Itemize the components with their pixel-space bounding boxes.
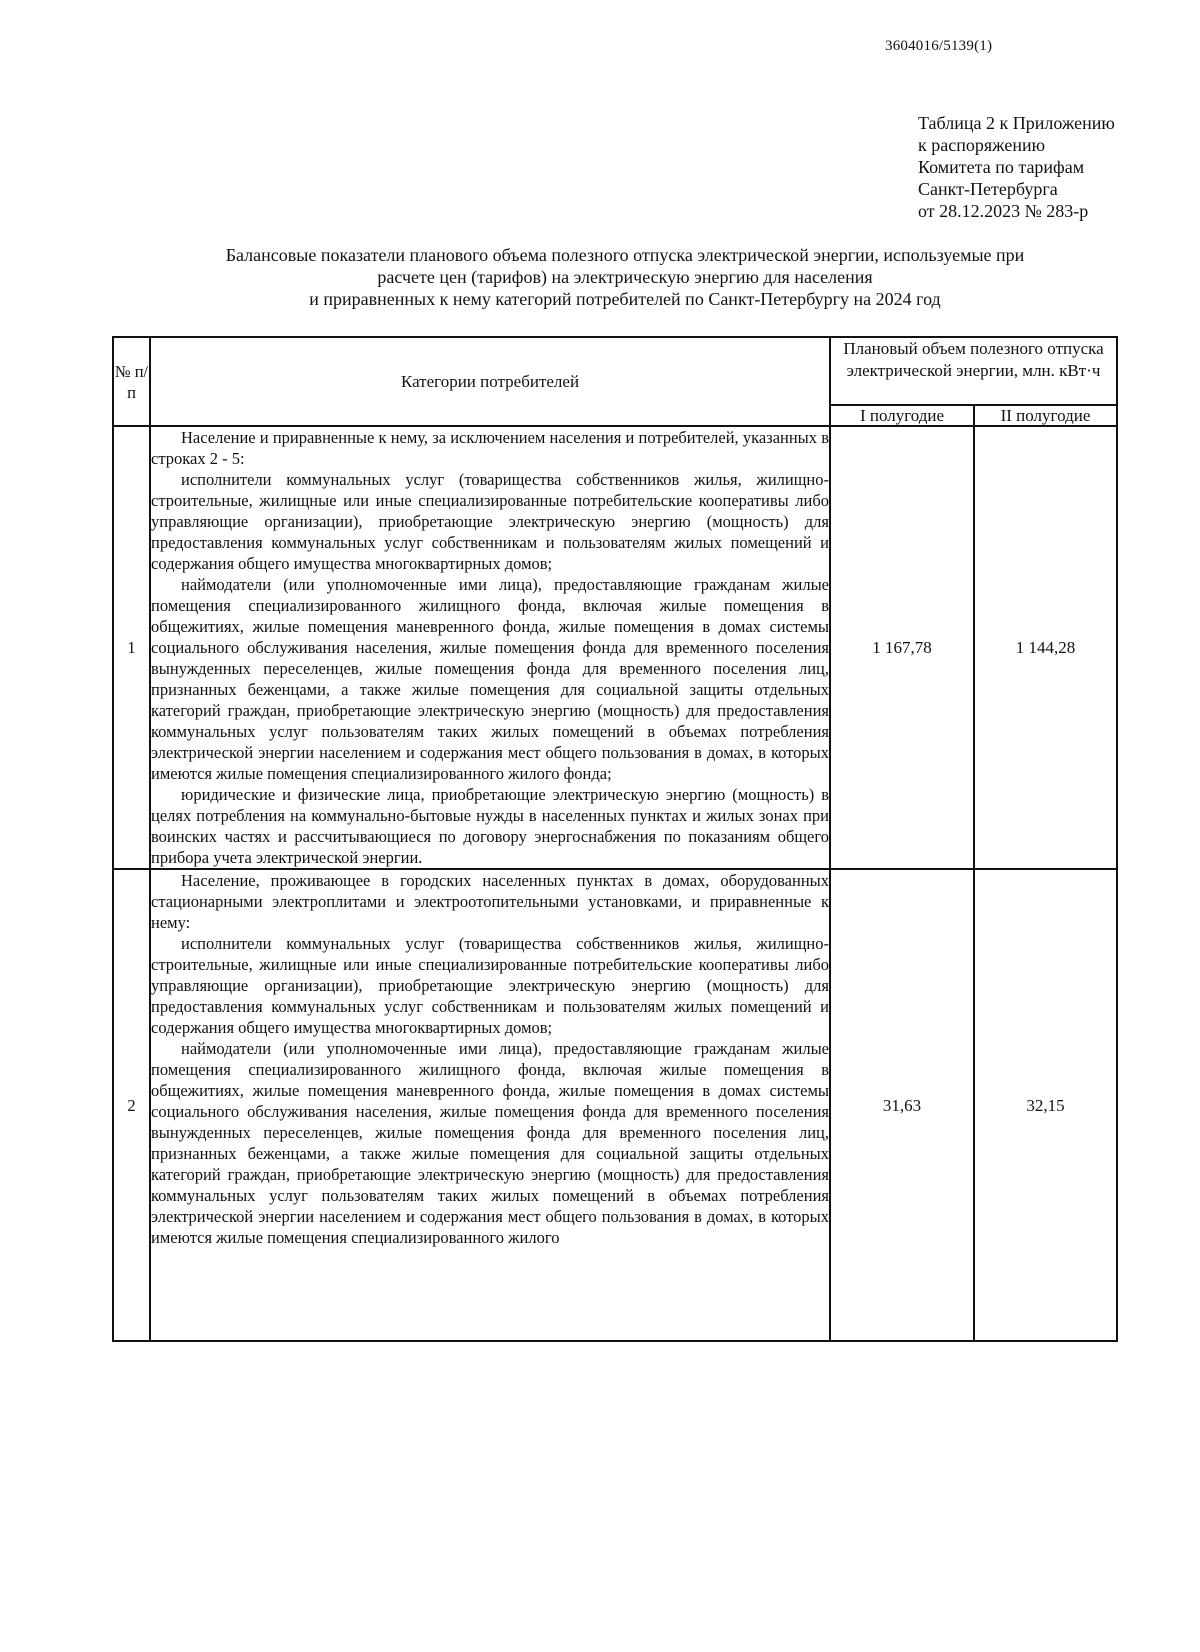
category-paragraph: исполнители коммунальных услуг (товарищества собственников жилья, жилищно-строительные, жилищные или иные специализированные потребительские кооперативы либо управляющие организации), приобретающие электрическую энергию (мощность) для предоставления коммунальных услуг собственникам и пользователям жилых помещений и содержания общего имущества многоквартирных домов; [151,934,829,1037]
column-header-category: Категории потребителей [150,337,830,426]
category-paragraph: Население, проживающее в городских населенных пунктах в домах, оборудованных стационарными электроплитами и электроотопительными установками, и приравненные к нему: [151,871,829,932]
column-header-number: № п/п [113,337,150,426]
volume-half1: 31,63 [830,869,974,1341]
row-number: 2 [113,869,150,1341]
category-paragraph: наймодатели (или уполномоченные ими лица), предоставляющие гражданам жилые помещения специализированного жилищного фонда, включая жилые помещения в общежитиях, жилые помещения маневренного фонда, жилые помещения в домах системы социального обслуживания населения, жилые помещения фонда для временного поселения вынужденных переселенцев, жилые помещения фонда для временного поселения лиц, признанных беженцами, а также жилые помещения для социальной защиты отдельных категорий граждан, приобретающие электрическую энергию (мощность) для предоставления коммунальных услуг пользователям таких жилых помещений в объемах потребления электрической энергии населением и содержания мест общего пользования в домах, в которых имеются жилые помещения специализированного жилого фонда; [151,575,829,783]
category-paragraph: юридические и физические лица, приобретающие электрическую энергию (мощность) в целях потребления на коммунально-бытовые нужды в населенных пунктах и жилых зонах при воинских частях и рассчитывающиеся по договору энергоснабжения по показаниям общего прибора учета электрической энергии. [151,785,829,867]
volume-half2: 1 144,28 [974,426,1117,869]
appendix-line: к распоряжению [918,135,1046,155]
category-paragraph: наймодатели (или уполномоченные ими лица), предоставляющие гражданам жилые помещения специализированного жилищного фонда, включая жилые помещения в общежитиях, жилые помещения маневренного фонда, жилые помещения в домах системы социального обслуживания населения, жилые помещения фонда для временного поселения вынужденных переселенцев, жилые помещения фонда для временного поселения лиц, признанных беженцами, а также жилые помещения для социальной защиты отдельных категорий граждан, приобретающие электрическую энергию (мощность) для предоставления коммунальных услуг пользователям таких жилых помещений в объемах потребления электрической энергии населением и содержания мест общего пользования в домах, в которых имеются жилые помещения специализированного жилого [151,1039,829,1247]
title-line: и приравненных к нему категорий потребителей по Санкт-Петербургу на 2024 год [309,289,941,309]
volume-half2: 32,15 [974,869,1117,1341]
table-title [150,244,1100,310]
appendix-reference [918,112,1115,222]
appendix-line: Таблица 2 к Приложению [918,113,1115,133]
row-number: 1 [113,426,150,869]
appendix-line: Санкт-Петербурга [918,179,1058,199]
document-number: 3604016/5139(1) [885,38,993,54]
volume-half1: 1 167,78 [830,426,974,869]
table-header-row [113,337,1117,405]
category-paragraph: Население и приравненные к нему, за исключением населения и потребителей, указанных в строках 2 - 5: [151,428,829,468]
category-cell [150,869,830,1341]
category-text-clip [151,870,829,1340]
title-line: расчете цен (тарифов) на электрическую энергию для населения [377,267,873,287]
category-cell [150,426,830,869]
column-header-volume: Плановый объем полезного отпуска электрической энергии, млн. кВт·ч [830,337,1117,405]
column-header-half1: I полугодие [830,405,974,426]
table-row [113,426,1117,869]
appendix-line: от 28.12.2023 № 283-р [918,201,1089,221]
consumption-table [112,336,1118,1342]
appendix-line: Комитета по тарифам [918,157,1085,177]
title-line: Балансовые показатели планового объема полезного отпуска электрической энергии, используемые при [225,245,1025,265]
table-row [113,869,1117,1341]
column-header-half2: II полугодие [974,405,1117,426]
category-paragraph: исполнители коммунальных услуг (товарищества собственников жилья, жилищно-строительные, жилищные или иные специализированные потребительские кооперативы либо управляющие организации), приобретающие электрическую энергию (мощность) для предоставления коммунальных услуг собственникам и пользователям жилых помещений и содержания общего имущества многоквартирных домов; [151,470,829,573]
